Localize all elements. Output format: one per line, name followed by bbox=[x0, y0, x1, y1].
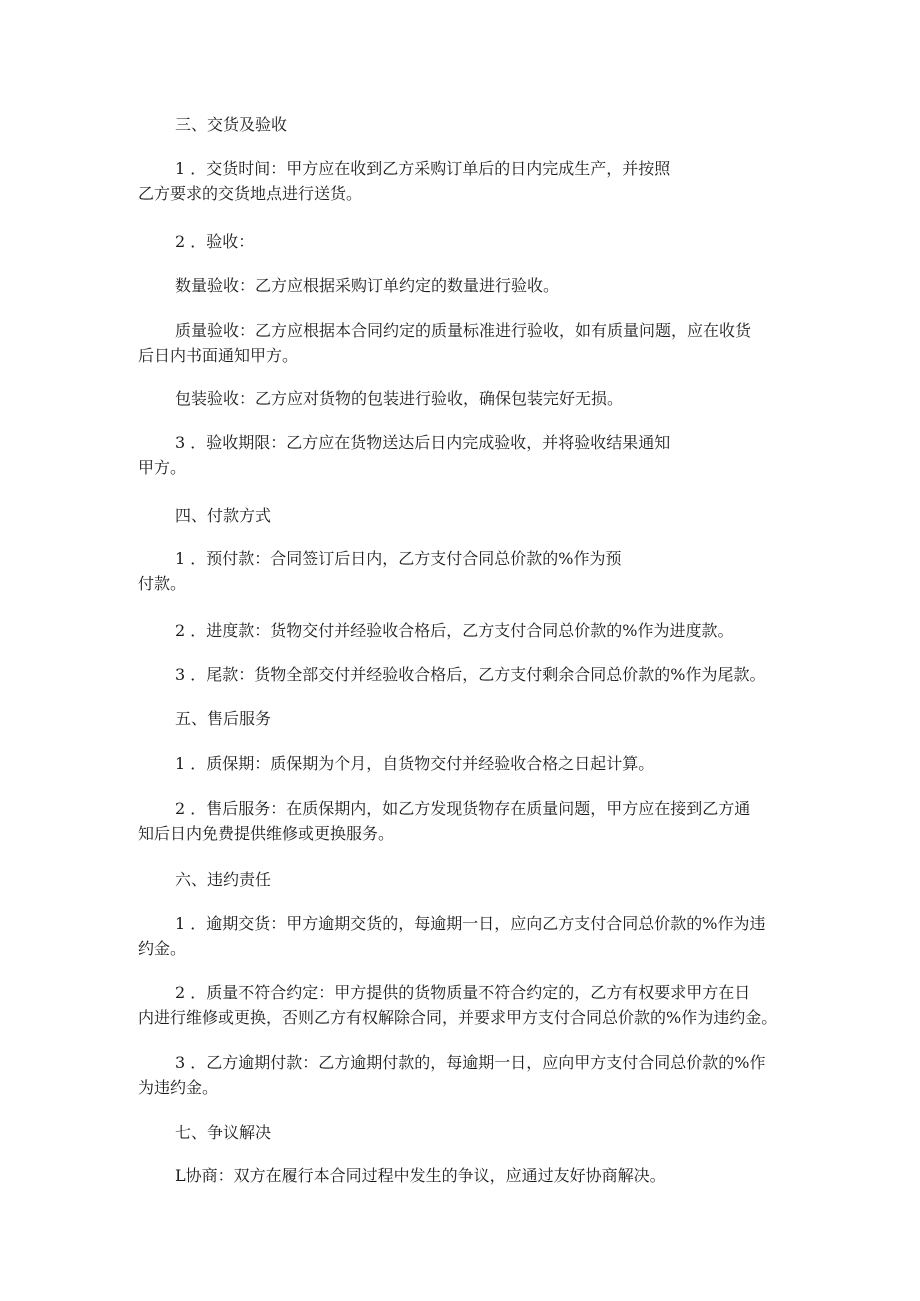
paragraph-line: 3 ．尾款：货物全部交付并经验收合格后，乙方支付剩余合同总价款的%作为尾款。 bbox=[175, 665, 766, 684]
section-heading: 五、售后服务 bbox=[175, 709, 272, 728]
paragraph-line: 1 ．预付款：合同签订后日内，乙方支付合同总价款的%作为预 bbox=[175, 549, 622, 568]
paragraph-line: 为违约金。 bbox=[138, 1078, 219, 1097]
section-heading: 七、争议解决 bbox=[175, 1123, 272, 1142]
paragraph-line: 知后日内免费提供维修或更换服务。 bbox=[138, 824, 395, 843]
section-heading: 三、交货及验收 bbox=[175, 115, 288, 134]
paragraph-line: 1 ．质保期：质保期为个月，自货物交付并经验收合格之日起计算。 bbox=[175, 754, 655, 773]
paragraph-line: L协商：双方在履行本合同过程中发生的争议，应通过友好协商解决。 bbox=[175, 1166, 666, 1185]
paragraph-line: 甲方。 bbox=[138, 458, 187, 477]
paragraph-line: 包装验收：乙方应对货物的包装进行验收，确保包装完好无损。 bbox=[175, 389, 624, 408]
paragraph-line: 3 ．乙方逾期付款：乙方逾期付款的，每逾期一日，应向甲方支付合同总价款的%作 bbox=[175, 1053, 766, 1072]
paragraph-line: 1 ．交货时间：甲方应在收到乙方采购订单后的日内完成生产，并按照 bbox=[175, 159, 671, 178]
paragraph-line: 3 ．验收期限：乙方应在货物送达后日内完成验收，并将验收结果通知 bbox=[175, 433, 671, 452]
paragraph-line: 2 ．质量不符合约定：甲方提供的货物质量不符合约定的，乙方有权要求甲方在日 bbox=[175, 983, 751, 1002]
paragraph-line: 乙方要求的交货地点进行送货。 bbox=[138, 184, 363, 203]
section-heading: 四、付款方式 bbox=[175, 506, 272, 525]
paragraph-line: 约金。 bbox=[138, 939, 187, 958]
paragraph-line: 付款。 bbox=[138, 574, 187, 593]
paragraph-line: 质量验收：乙方应根据本合同约定的质量标准进行验收，如有质量问题，应在收货 bbox=[175, 321, 752, 340]
paragraph-line: 2 ．验收： bbox=[175, 232, 255, 251]
paragraph-line: 2 ．进度款：货物交付并经验收合格后，乙方支付合同总价款的%作为进度款。 bbox=[175, 621, 734, 640]
section-heading: 六、违约责任 bbox=[175, 870, 272, 889]
paragraph-line: 1 ．逾期交货：甲方逾期交货的，每逾期一日，应向乙方支付合同总价款的%作为违 bbox=[175, 914, 766, 933]
paragraph-line: 内进行维修或更换，否则乙方有权解除合同，并要求甲方支付合同总价款的%作为违约金。 bbox=[138, 1008, 778, 1027]
paragraph-line: 后日内书面通知甲方。 bbox=[138, 346, 299, 365]
paragraph-line: 数量验收：乙方应根据采购订单约定的数量进行验收。 bbox=[175, 276, 560, 295]
paragraph-line: 2 ．售后服务：在质保期内，如乙方发现货物存在质量问题，甲方应在接到乙方通 bbox=[175, 799, 751, 818]
